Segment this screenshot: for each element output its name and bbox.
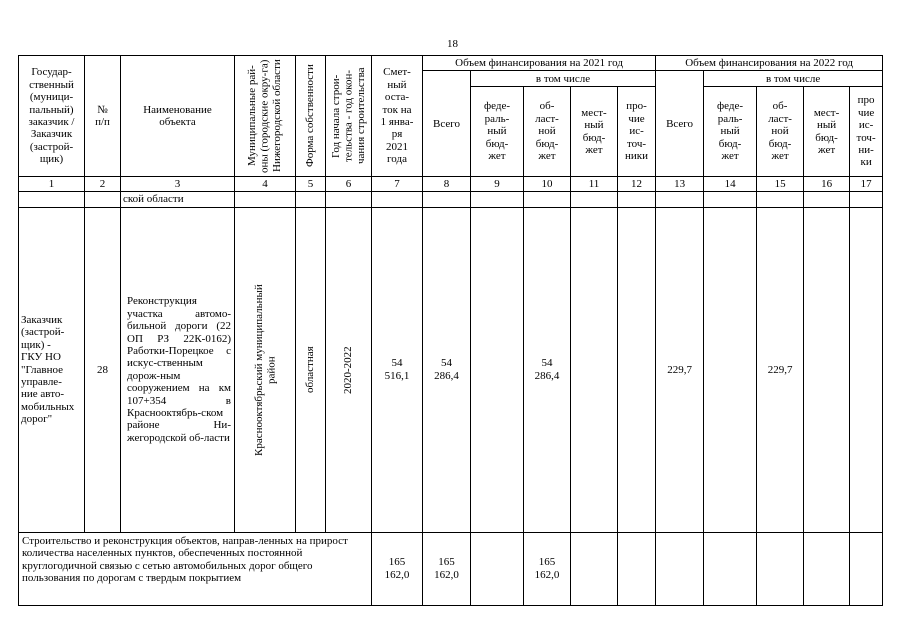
column-number: 4: [235, 177, 296, 192]
summary-row: [19, 532, 883, 605]
row-municipality-cell: [235, 207, 296, 532]
row-other-2021: [618, 207, 656, 532]
row-total-2021: 54 286,4: [423, 207, 471, 532]
header-regional-2022: об- ласт- ной бюд- жет: [757, 87, 804, 177]
header-other-2022: про чие ис- точ- ни- ки: [850, 87, 883, 177]
column-number: 12: [618, 177, 656, 192]
column-number: 16: [804, 177, 850, 192]
header-municipality: Муниципальные рай-оны (городские окру-га) Нижегородской области: [246, 59, 284, 173]
header-ownership: Форма собственности: [304, 64, 317, 168]
column-number: 10: [524, 177, 571, 192]
column-number: 7: [372, 177, 423, 192]
header-years: Год начала строи-тельства - год окон-чания строительства: [329, 67, 367, 165]
row-local-2021: [571, 207, 618, 532]
row-other-2022: [850, 207, 883, 532]
page-number: 18: [447, 38, 458, 50]
header-regional-2021: об- ласт- ной бюд- жет: [524, 87, 571, 177]
header-funding-2021: Объем финансирования на 2021 год: [423, 56, 656, 71]
budget-table: [18, 55, 883, 606]
row-years-cell: [326, 207, 372, 532]
header-object-name: Наименование объекта: [121, 56, 235, 177]
column-number: 15: [757, 177, 804, 192]
column-number: 13: [656, 177, 704, 192]
row-object-name: Реконструкция участка автомо-бильной дороги (22 ОП РЗ 22К-0162) Работки-Порецкое с искус-ственным дорож-ным сооружением на км 107+354 в Краснооктябрь-ском районе Ни-жегородской об-ласти: [121, 207, 235, 532]
table-row: [19, 207, 883, 532]
column-number: 9: [471, 177, 524, 192]
header-estimate: Смет- ный оста- ток на 1 янва- ря 2021 года: [372, 56, 423, 177]
row-regional-2022: 229,7: [757, 207, 804, 532]
row-regional-2021: 54 286,4: [524, 207, 571, 532]
row-years: 2020-2022: [342, 345, 355, 394]
row-ownership: областная: [304, 346, 317, 394]
header-customer: Государ- ственный (муници- пальный) заказчик / Заказчик (застрой- щик): [19, 56, 85, 177]
column-number: 5: [296, 177, 326, 192]
summary-estimate: 165 162,0: [372, 532, 423, 605]
header-including-2022: в том числе: [704, 71, 883, 87]
header-row-1: [19, 56, 883, 71]
column-number: 14: [704, 177, 757, 192]
column-number: 17: [850, 177, 883, 192]
summary-regional-2021: 165 162,0: [524, 532, 571, 605]
header-local-2021: мест- ный бюд- жет: [571, 87, 618, 177]
header-years-cell: [326, 56, 372, 177]
column-number: 6: [326, 177, 372, 192]
summary-label: Строительство и реконструкция объектов, направ-ленных на прирост количества населенных пунктов, обеспеченных постоянной круглогодичной связью с сетью автомобильных дорог общего пользования по дорогам с твердым покрытием: [19, 532, 372, 605]
summary-total-2021: 165 162,0: [423, 532, 471, 605]
column-number: 11: [571, 177, 618, 192]
header-local-2022: мест- ный бюд- жет: [804, 87, 850, 177]
row-federal-2021: [471, 207, 524, 532]
row-local-2022: [804, 207, 850, 532]
column-number: 2: [85, 177, 121, 192]
row-estimate: 54 516,1: [372, 207, 423, 532]
row-customer: Заказчик (застрой- щик) - ГКУ НО "Главное управле- ние авто- мобильных дорог": [19, 207, 85, 532]
continuation-text: ской области: [121, 192, 235, 207]
continuation-row: [19, 192, 883, 207]
column-number: 1: [19, 177, 85, 192]
row-federal-2022: [704, 207, 757, 532]
column-number: 8: [423, 177, 471, 192]
column-number: 3: [121, 177, 235, 192]
column-number-row: [19, 177, 883, 192]
row-municipality: Краснооктябрьский муниципальный район: [252, 283, 277, 456]
row-total-2022: 229,7: [656, 207, 704, 532]
header-other-2021: про- чие ис- точ- ники: [618, 87, 656, 177]
header-federal-2022: феде- раль- ный бюд- жет: [704, 87, 757, 177]
header-including-2021: в том числе: [471, 71, 656, 87]
row-number: 28: [85, 207, 121, 532]
row-ownership-cell: [296, 207, 326, 532]
header-number: № п/п: [85, 56, 121, 177]
header-funding-2022: Объем финансирования на 2022 год: [656, 56, 883, 71]
header-municipality-cell: [235, 56, 296, 177]
header-federal-2021: феде- раль- ный бюд- жет: [471, 87, 524, 177]
header-ownership-cell: [296, 56, 326, 177]
header-total-2022: Всего: [656, 71, 704, 177]
header-total-2021: Всего: [423, 71, 471, 177]
